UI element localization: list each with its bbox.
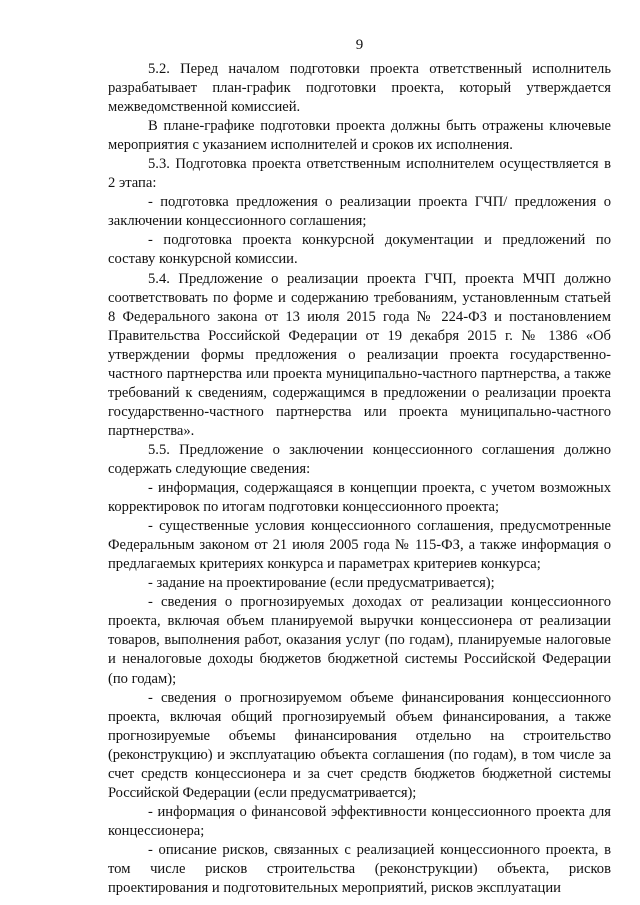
paragraph-5-4: 5.4. Предложение о реализации проекта ГЧП, проекта МЧП должно соответствовать по форме и содержанию требованиям, установленным статьей 8 Федерального закона от 13 июля 2015 года № 224-ФЗ и постановлением Правительства Российской Федерации от 19 декабря 2015 г. № 1386 «Об утверждении формы предложения о реализации проекта государственно-частного партнерства или проекта муниципально-частного партнерства, а также требований к сведениям, содержащимся в предложении о реализации проекта государственно-частного партнерства или проекта муниципально-частного партнерства».	[108, 270, 611, 439]
paragraph-5-3: 5.3. Подготовка проекта ответственным исполнителем осуществляется в 2 этапа:	[108, 156, 611, 192]
list-item-concept-info: - информация, содержащаяся в концепции проекта, с учетом возможных корректировок по итогам подготовки концессионного проекта;	[108, 480, 611, 516]
paragraph-5-5: 5.5. Предложение о заключении концессионного соглашения должно содержать следующие сведения:	[108, 441, 611, 477]
list-item-design-task: - задание на проектирование (если предусматривается);	[148, 575, 495, 592]
list-item-stage-2: - подготовка проекта конкурсной документации и предложений по составу конкурсной комиссии.	[108, 232, 611, 268]
list-item-essential-terms: - существенные условия концессионного соглашения, предусмотренные Федеральным законом от 21 июля 2005 года № 115-ФЗ, а также информация о предлагаемых критериях конкурса и параметрах критериев конкурса;	[108, 518, 611, 573]
list-item-risks: - описание рисков, связанных с реализацией концессионного проекта, в том числе рисков строительства (реконструкции) объекта, рисков проектирования и подготовительных мероприятий, рисков эксплуатации	[108, 841, 611, 897]
list-item-financial-efficiency: - информация о финансовой эффективности концессионного проекта для концессионера;	[108, 803, 611, 839]
paragraph-5-2: 5.2. Перед началом подготовки проекта ответственный исполнитель разрабатывает план-график подготовки проекта, который утверждается межведомственной комиссией.	[108, 61, 611, 116]
list-item-stage-1: - подготовка предложения о реализации проекта ГЧП/ предложения о заключении концессионного соглашения;	[108, 194, 611, 230]
list-item-projected-income: - сведения о прогнозируемых доходах от реализации концессионного проекта, включая объем планируемой выручки концессионера от реализации товаров, выполнения работ, оказания услуг (по годам), планируемые налоговые и неналоговые доходы бюджетов бюджетной системы Российской Федерации (по годам);	[108, 594, 611, 687]
list-item-projected-financing: - сведения о прогнозируемом объеме финансирования концессионного проекта, включая общий прогнозируемый объем финансирования, а также прогнозируемые объемы финансирования отдельно на строительство (реконструкцию) и эксплуатацию объекта соглашения (по годам), в том числе за счет средств концессионера и за счет средств бюджетов бюджетной системы Российской Федерации (если предусматривается);	[108, 689, 611, 801]
page-number: 9	[355, 37, 364, 53]
paragraph-plan-schedule: В плане-графике подготовки проекта должны быть отражены ключевые мероприятия с указанием исполнителей и сроков их исполнения.	[108, 118, 611, 154]
document-page	[108, 36, 611, 898]
